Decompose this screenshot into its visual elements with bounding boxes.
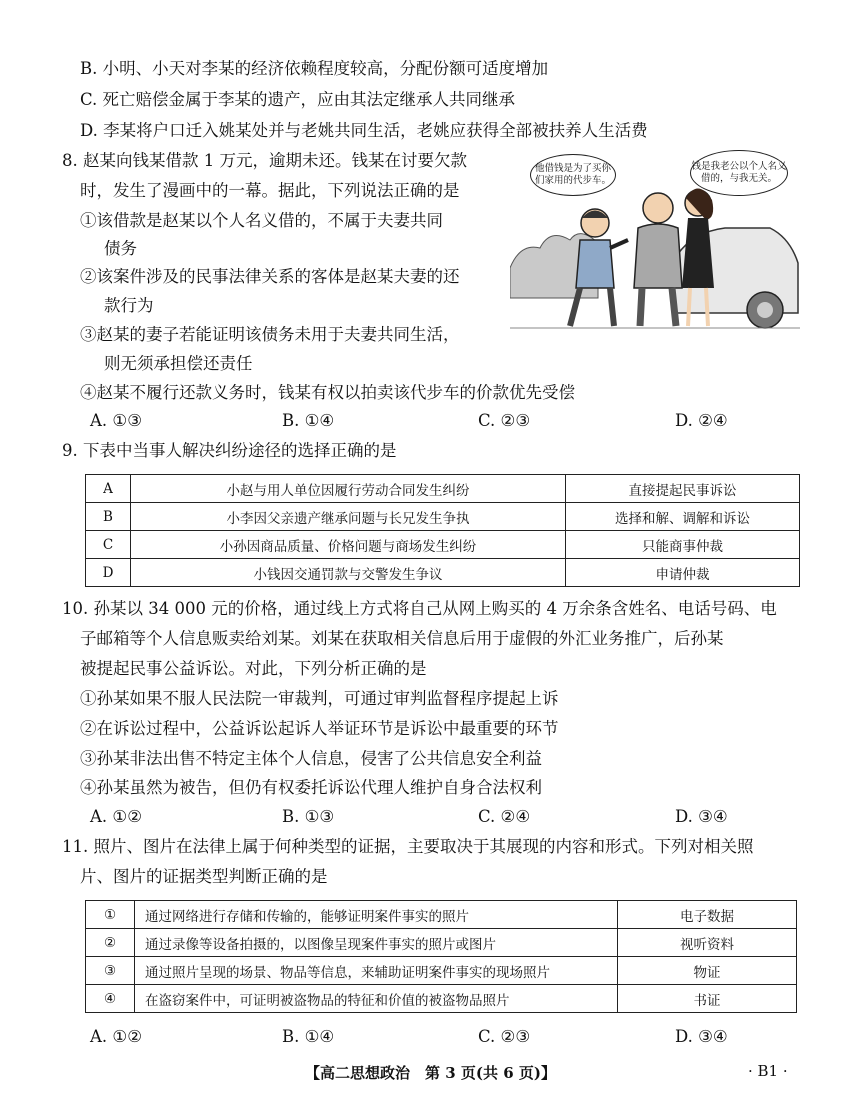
table-row xyxy=(86,957,797,985)
q9-row-d-label: D xyxy=(86,559,131,587)
q8-stem-line2: 时，发生了漫画中的一幕。据此，下列说法正确的是 xyxy=(80,181,460,200)
q10-option-a: A. ①② xyxy=(90,807,142,826)
q11-option-c: C. ②③ xyxy=(478,1027,531,1046)
q10-stem-line3: 被提起民事公益诉讼。对此，下列分析正确的是 xyxy=(80,659,427,678)
cartoon-illustration xyxy=(510,148,800,338)
q11-options xyxy=(0,1026,860,1048)
q11-stem-line1: 11. 照片、图片在法律上属于何种类型的证据，主要取决于其展现的内容和形式。下列对相关照 xyxy=(62,837,754,856)
q9-row-c-case: 小孙因商品质量、价格问题与商场发生纠纷 xyxy=(131,531,566,559)
q8-option-d: D. ②④ xyxy=(675,411,728,430)
q11-option-b: B. ①④ xyxy=(282,1027,335,1046)
q8-statement-1b: 债务 xyxy=(104,239,137,258)
q11-row-2-type: 视听资料 xyxy=(618,929,797,957)
q11-row-1-type: 电子数据 xyxy=(618,901,797,929)
q8-options xyxy=(0,410,860,432)
q9-row-a-route: 直接提起民事诉讼 xyxy=(566,475,800,503)
q11-row-3-label: ③ xyxy=(86,957,135,985)
q11-row-2-desc: 通过录像等设备拍摄的，以图像呈现案件事实的照片或图片 xyxy=(135,929,618,957)
page-footer: 【高二思想政治 第 3 页(共 6 页)】 xyxy=(305,1064,556,1082)
q8-statement-1a: ①该借款是赵某以个人名义借的，不属于夫妻共同 xyxy=(80,211,443,230)
q7-option-d: D. 李某将户口迁入姚某处并与老姚共同生活，老姚应获得全部被扶养人生活费 xyxy=(80,121,648,140)
q11-row-1-desc: 通过网络进行存储和传输的，能够证明案件事实的照片 xyxy=(135,901,618,929)
q9-row-b-label: B xyxy=(86,503,131,531)
q9-row-c-route: 只能商事仲裁 xyxy=(566,531,800,559)
q9-row-b-route: 选择和解、调解和诉讼 xyxy=(566,503,800,531)
q8-option-a: A. ①③ xyxy=(90,411,142,430)
q10-option-b: B. ①③ xyxy=(282,807,335,826)
table-row xyxy=(86,901,797,929)
q11-table xyxy=(85,900,797,1013)
q11-stem-line2: 片、图片的证据类型判断正确的是 xyxy=(80,867,328,886)
q8-option-b: B. ①④ xyxy=(282,411,335,430)
q10-statement-1: ①孙某如果不服人民法院一审裁判，可通过审判监督程序提起上诉 xyxy=(80,689,559,708)
q11-option-a: A. ①② xyxy=(90,1027,142,1046)
q8-statement-4: ④赵某不履行还款义务时，钱某有权以拍卖该代步车的价款优先受偿 xyxy=(80,383,575,402)
q9-row-d-route: 申请仲裁 xyxy=(566,559,800,587)
q10-statement-3: ③孙某非法出售不特定主体个人信息，侵害了公共信息安全利益 xyxy=(80,749,542,768)
table-row xyxy=(86,559,800,587)
q11-row-1-label: ① xyxy=(86,901,135,929)
q8-statement-2b: 款行为 xyxy=(104,296,154,315)
q11-row-4-desc: 在盗窃案件中，可证明被盗物品的特征和价值的被盗物品照片 xyxy=(135,985,618,1013)
table-row xyxy=(86,929,797,957)
q7-option-b: B. 小明、小天对李某的经济依赖程度较高，分配份额可适度增加 xyxy=(80,59,549,78)
q9-row-c-label: C xyxy=(86,531,131,559)
q9-row-a-case: 小赵与用人单位因履行劳动合同发生纠纷 xyxy=(131,475,566,503)
q7-option-c: C. 死亡赔偿金属于李某的遗产，应由其法定继承人共同继承 xyxy=(80,90,516,109)
q10-options xyxy=(0,806,860,828)
table-row xyxy=(86,475,800,503)
q9-stem: 9. 下表中当事人解决纠纷途径的选择正确的是 xyxy=(62,441,397,460)
q11-row-4-type: 书证 xyxy=(618,985,797,1013)
q10-statement-4: ④孙某虽然为被告，但仍有权委托诉讼代理人维护自身合法权利 xyxy=(80,778,542,797)
q8-statement-2a: ②该案件涉及的民事法律关系的客体是赵某夫妻的还 xyxy=(80,267,460,286)
table-row xyxy=(86,531,800,559)
table-row xyxy=(86,985,797,1013)
q8-option-c: C. ②③ xyxy=(478,411,531,430)
speech-bubble-right: 钱是我老公以个人名义借的，与我无关。 xyxy=(690,150,788,196)
q11-row-2-label: ② xyxy=(86,929,135,957)
q9-row-a-label: A xyxy=(86,475,131,503)
q8-statement-3a: ③赵某的妻子若能证明该债务未用于夫妻共同生活， xyxy=(80,325,460,344)
q8-statement-3b: 则无须承担偿还责任 xyxy=(104,354,253,373)
q10-option-d: D. ③④ xyxy=(675,807,728,826)
table-row xyxy=(86,503,800,531)
q11-option-d: D. ③④ xyxy=(675,1027,728,1046)
q10-statement-2: ②在诉讼过程中，公益诉讼起诉人举证环节是诉讼中最重要的环节 xyxy=(80,719,559,738)
q9-row-b-case: 小李因父亲遗产继承问题与长兄发生争执 xyxy=(131,503,566,531)
q11-row-3-type: 物证 xyxy=(618,957,797,985)
q9-table xyxy=(85,474,800,587)
q10-stem-line1: 10. 孙某以 34 000 元的价格，通过线上方式将自己从网上购买的 4 万余条含姓名、电话号码、电 xyxy=(62,599,777,618)
q8-stem-line1: 8. 赵某向钱某借款 1 万元，逾期未还。钱某在讨要欠款 xyxy=(62,151,467,170)
speech-bubble-left: 他借钱是为了买你们家用的代步车。 xyxy=(530,154,616,196)
q9-row-d-case: 小钱因交通罚款与交警发生争议 xyxy=(131,559,566,587)
q10-stem-line2: 子邮箱等个人信息贩卖给刘某。刘某在获取相关信息后用于虚假的外汇业务推广，后孙某 xyxy=(80,629,724,648)
q11-row-3-desc: 通过照片呈现的场景、物品等信息，来辅助证明案件事实的现场照片 xyxy=(135,957,618,985)
q10-option-c: C. ②④ xyxy=(478,807,531,826)
q11-row-4-label: ④ xyxy=(86,985,135,1013)
page-code: · B1 · xyxy=(748,1062,788,1080)
